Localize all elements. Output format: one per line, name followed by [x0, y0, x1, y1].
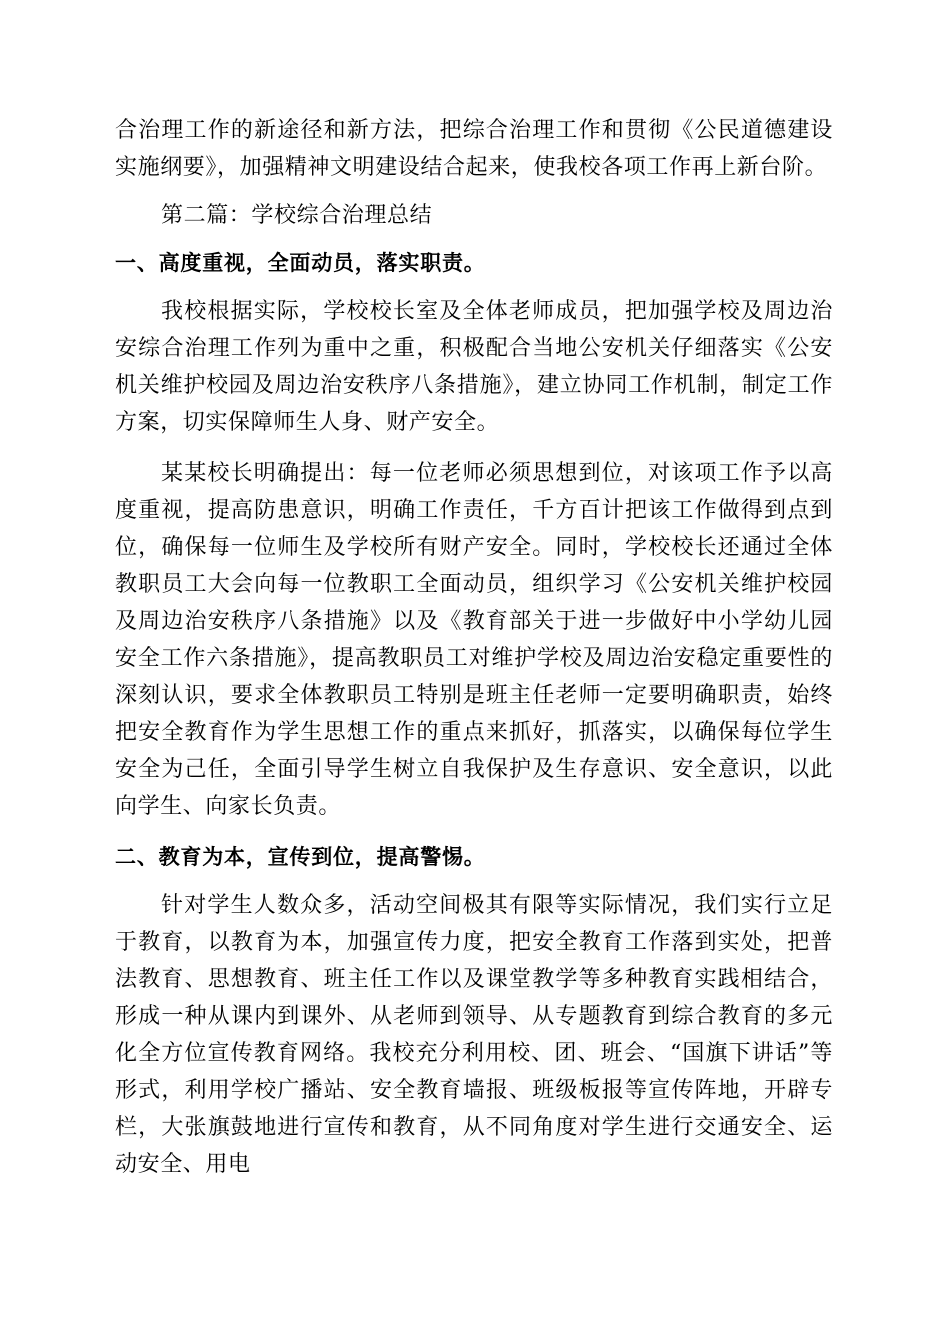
chapter-title: 第二篇：学校综合治理总结: [161, 203, 433, 228]
document-body: [115, 112, 833, 1183]
section-1-paragraph-2: 某某校长明确提出：每一位老师必须思想到位，对该项工作予以高度重视，提高防患意识，明确工作责任，千方百计把该工作做得到点到位，确保每一位师生及学校所有财产安全。同时，学校校长还通过全体教职员工大会向每一位教职工全面动员，组织学习《公安机关维护校园及周边治安秩序八条措施》以及《教育部关于进一步做好中小学幼儿园安全工作六条措施》，提高教职员工对维护学校及周边治安稳定重要性的深刻认识，要求全体教职员工特别是班主任老师一定要明确职责，始终把安全教育作为学生思想工作的重点来抓好，抓落实，以确保每位学生安全为己任，全面引导学生树立自我保护及生存意识、安全意识，以此向学生、向家长负责。: [115, 461, 833, 819]
section-2-heading: 二、教育为本，宣传到位，提高警惕。: [115, 845, 486, 869]
section-2-paragraph-1: 针对学生人数众多，活动空间极其有限等实际情况，我们实行立足于教育，以教育为本，加强宣传力度，把安全教育工作落到实处，把普法教育、思想教育、班主任工作以及课堂教学等多种教育实践相结合，形成一种从课内到课外、从老师到领导、从专题教育到综合教育的多元化全方位宣传教育网络。我校充分利用校、团、班会、“国旗下讲话”等形式，利用学校广播站、安全教育墙报、班级板报等宣传阵地，开辟专栏，大张旗鼓地进行宣传和教育，从不同角度对学生进行交通安全、运动安全、用电: [115, 893, 833, 1177]
section-1-heading: 一、高度重视，全面动员，落实职责。: [115, 251, 486, 275]
section-1-paragraph-1: 我校根据实际，学校校长室及全体老师成员，把加强学校及周边治安综合治理工作列为重中之重，积极配合当地公安机关仔细落实《公安机关维护校园及周边治安秩序八条措施》，建立协同工作机制，制定工作方案，切实保障师生人身、财产安全。: [115, 299, 833, 435]
intro-continuation-paragraph: 合治理工作的新途径和新方法，把综合治理工作和贯彻《公民道德建设实施纲要》，加强精神文明建设结合起来，使我校各项工作再上新台阶。: [115, 118, 833, 180]
